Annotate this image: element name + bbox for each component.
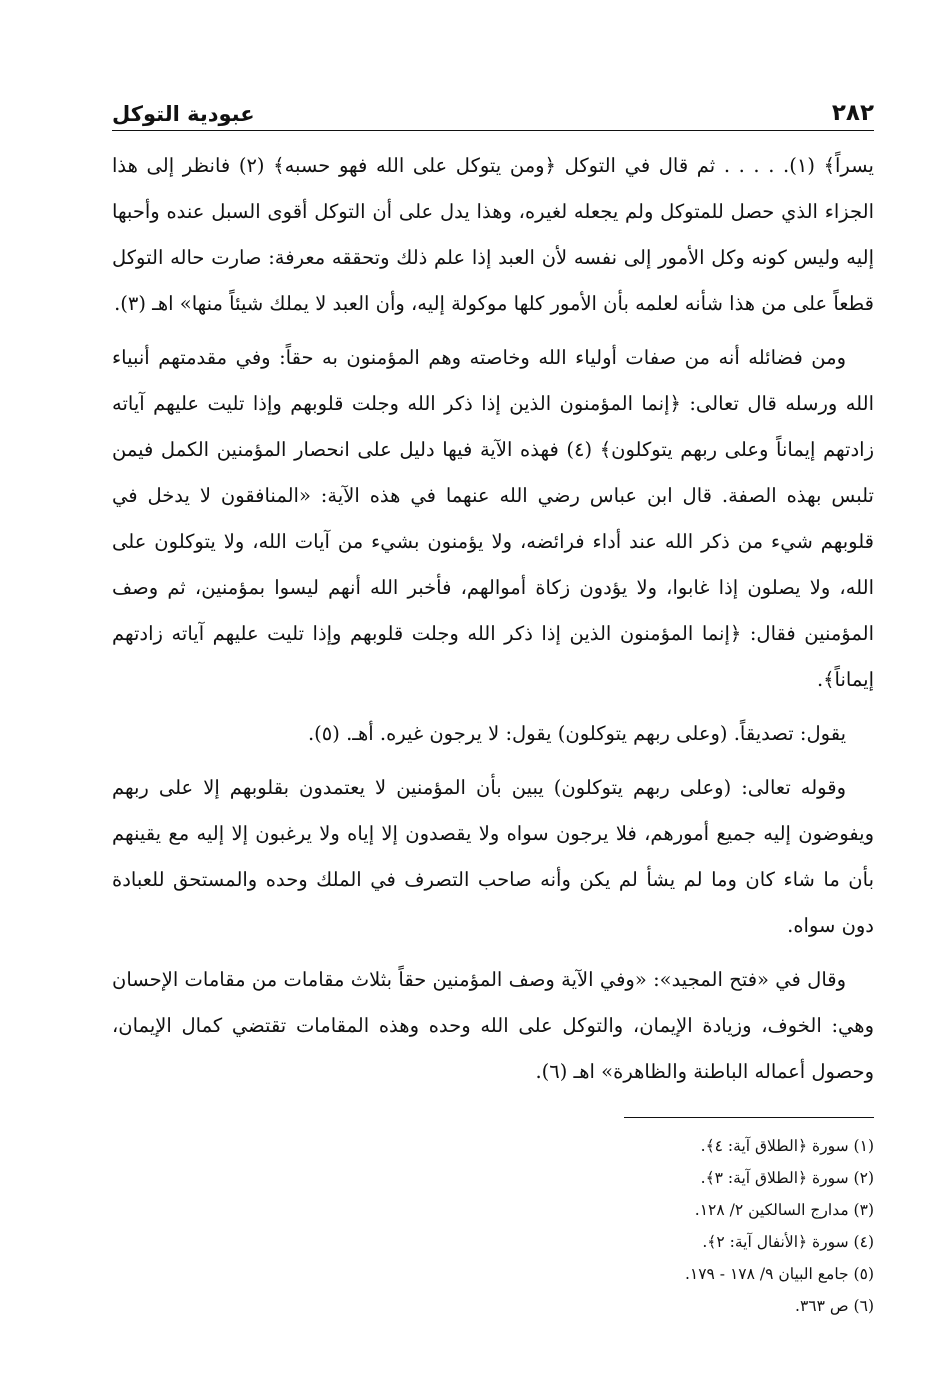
page-header [112,90,874,131]
page-number: ٢٨٢ [831,100,874,126]
footnote: (٢) سورة ﴿الطلاق آية: ٣﴾. [700,1169,874,1187]
paragraph: وقال في «فتح المجيد»: «وفي الآية وصف المؤمنين حقاً بثلاث مقامات من مقامات الإحسان وهي: الخوف، وزيادة الإيمان، والتوكل على الله وحده وهذه المقامات تقتضي كمال الإيمان، وحصول أعماله الباطنة والظاهرة» اهـ (٦). [112,968,874,1083]
footnote: (٣) مدارج السالكين ٢/ ١٢٨. [694,1201,874,1219]
footnote: (٥) جامع البيان ٩/ ١٧٨ - ١٧٩. [684,1265,874,1283]
paragraph: وقوله تعالى: (وعلى ربهم يتوكلون) يبين بأن المؤمنين لا يعتمدون بقلوبهم إلا على ربهم ويفوضون إليه جميع أمورهم، فلا يرجون سواه ولا يقصدون إلا إياه ولا يرغبون إلا إليه مع يقينهم بأن ما شاء كان وما لم يشأ لم يكن وأنه صاحب التصرف في الملك وحده والمستحق للعبادة دون سواه. [112,776,874,937]
book-page [112,90,874,1322]
paragraph: ومن فضائله أنه من صفات أولياء الله وخاصته وهم المؤمنون به حقاً: وفي مقدمتهم أنبياء الله ورسله قال تعالى: ﴿إنما المؤمنون الذين إذا ذكر الله وجلت قلوبهم وإذا تليت عليهم آياته زادتهم إيماناً وعلى ربهم يتوكلون﴾ (٤) فهذه الآية فيها دليل على انحصار المؤمنين الكمل فيمن تلبس بهذه الصفة. قال ابن عباس رضي الله عنهما في هذه الآية: «المنافقون لا يدخل في قلوبهم شيء من ذكر الله عند أداء فرائضه، ولا يؤمنون بشيء من آيات الله، ولا يتوكلون على الله، ولا يصلون إذا غابوا، ولا يؤدون زكاة أموالهم، فأخبر الله أنهم ليسوا بمؤمنين، ثم وصف المؤمنين فقال: ﴿إنما المؤمنون الذين إذا ذكر الله وجلت قلوبهم وإذا تليت عليهم آياته زادتهم إيماناً﴾. [112,346,874,691]
footnote-separator [624,1117,874,1118]
main-text [112,143,874,1095]
footnote: (٤) سورة ﴿الأنفال آية: ٢﴾. [702,1233,874,1251]
footnote: (١) سورة ﴿الطلاق آية: ٤﴾. [700,1137,874,1155]
paragraph: يسراً﴾ (١). . . . . ثم قال في التوكل ﴿ومن يتوكل على الله فهو حسبه﴾ (٢) فانظر إلى هذا الجزاء الذي حصل للمتوكل ولم يجعله لغيره، وهذا يدل على أن التوكل أقوى السبل عنده وأحبها إليه وليس كونه وكل الأمور إلى نفسه لأن العبد إذا علم ذلك وتحققه معرفة: صارت حاله التوكل قطعاً على من هذا شأنه لعلمه بأن الأمور كلها موكولة إليه، وأن العبد لا يملك شيئاً منها» اهـ (٣). [112,154,874,315]
paragraph: يقول: تصديقاً. (وعلى ربهم يتوكلون) يقول: لا يرجون غيره. أهـ. (٥). [307,722,846,745]
footnotes [112,1130,874,1322]
footnote: (٦) ص ٣٦٣. [795,1297,874,1315]
running-title: عبودية التوكل [112,102,255,126]
